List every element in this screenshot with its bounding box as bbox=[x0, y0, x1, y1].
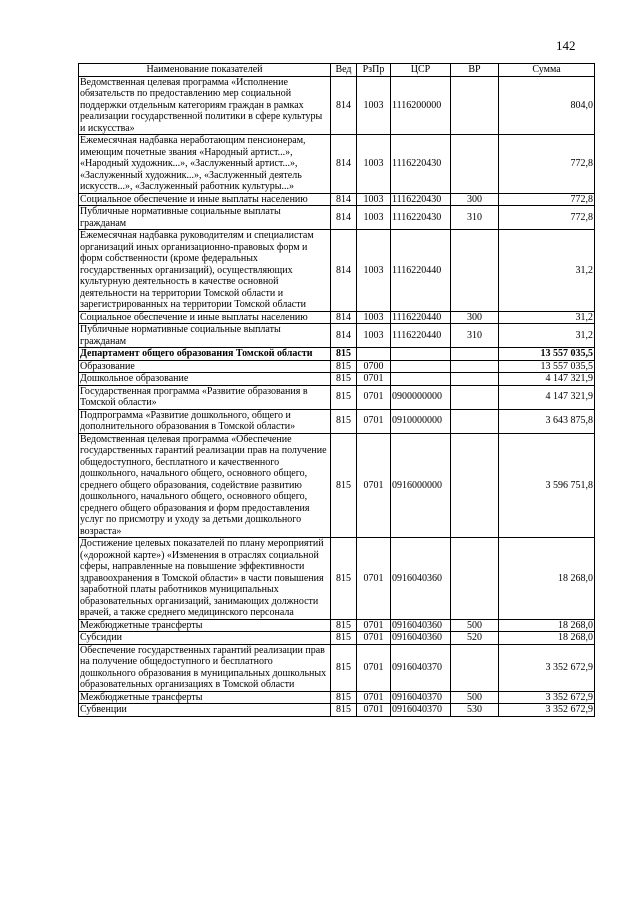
cell-csr: 1116220440 bbox=[391, 230, 451, 312]
cell-csr: 1116220430 bbox=[391, 135, 451, 194]
cell-ved: 815 bbox=[331, 691, 357, 704]
cell-rzpr: 0701 bbox=[357, 409, 391, 433]
cell-name: Субсидии bbox=[79, 632, 331, 645]
cell-name: Ведомственная целевая программа «Исполнение обязательств по предоставлению мер социальной поддержки отдельным категориям граждан в рамках реализации государственной политики в сфере культуры и искусства» bbox=[79, 76, 331, 135]
cell-ved: 815 bbox=[331, 373, 357, 386]
cell-name: Социальное обеспечение и иные выплаты населению bbox=[79, 311, 331, 324]
cell-rzpr: 0700 bbox=[357, 360, 391, 373]
header-rzpr: РзПр bbox=[357, 64, 391, 77]
cell-name: Ведомственная целевая программа «Обеспечение государственных гарантий реализации прав на получение общедоступного, бесплатного и качественного дошкольного, начального общего, основного общего, среднего общего образования, содействие развитию дошкольного, начального общего, основного общего, среднего общего образования и форм предоставления услуг по присмотру и уходу за детьми дошкольного возраста» bbox=[79, 433, 331, 538]
cell-vr bbox=[451, 409, 499, 433]
header-ved: Вед bbox=[331, 64, 357, 77]
table-row bbox=[79, 311, 595, 324]
cell-rzpr: 0701 bbox=[357, 632, 391, 645]
cell-sum: 4 147 321,9 bbox=[499, 373, 595, 386]
table-row bbox=[79, 360, 595, 373]
table-header-row bbox=[79, 64, 595, 77]
cell-csr bbox=[391, 348, 451, 361]
cell-vr bbox=[451, 135, 499, 194]
cell-ved: 815 bbox=[331, 538, 357, 620]
cell-sum: 31,2 bbox=[499, 324, 595, 348]
cell-vr: 500 bbox=[451, 691, 499, 704]
table-row bbox=[79, 644, 595, 691]
cell-ved: 814 bbox=[331, 324, 357, 348]
cell-rzpr: 0701 bbox=[357, 373, 391, 386]
cell-sum: 3 352 672,9 bbox=[499, 644, 595, 691]
cell-csr: 0916040360 bbox=[391, 538, 451, 620]
cell-vr bbox=[451, 230, 499, 312]
table-row bbox=[79, 409, 595, 433]
cell-vr bbox=[451, 644, 499, 691]
cell-ved: 815 bbox=[331, 644, 357, 691]
cell-csr bbox=[391, 373, 451, 386]
cell-sum: 772,8 bbox=[499, 193, 595, 206]
table-row bbox=[79, 619, 595, 632]
cell-vr bbox=[451, 373, 499, 386]
cell-name: Публичные нормативные социальные выплаты гражданам bbox=[79, 324, 331, 348]
cell-ved: 815 bbox=[331, 704, 357, 717]
table-row bbox=[79, 385, 595, 409]
table-body bbox=[79, 76, 595, 716]
cell-csr: 0916040370 bbox=[391, 691, 451, 704]
table-row bbox=[79, 206, 595, 230]
cell-sum: 3 352 672,9 bbox=[499, 691, 595, 704]
cell-rzpr: 0701 bbox=[357, 619, 391, 632]
cell-csr: 0900000000 bbox=[391, 385, 451, 409]
cell-sum: 804,0 bbox=[499, 76, 595, 135]
cell-vr: 300 bbox=[451, 193, 499, 206]
cell-sum: 13 557 035,5 bbox=[499, 348, 595, 361]
cell-rzpr: 0701 bbox=[357, 704, 391, 717]
table-row bbox=[79, 632, 595, 645]
cell-name: Межбюджетные трансферты bbox=[79, 619, 331, 632]
cell-csr bbox=[391, 360, 451, 373]
table-row bbox=[79, 373, 595, 386]
cell-ved: 814 bbox=[331, 76, 357, 135]
cell-name: Обеспечение государственных гарантий реализации прав на получение общедоступного и бесплатного дошкольного образования в муниципальных дошкольных образовательных организациях в Томской области bbox=[79, 644, 331, 691]
budget-table bbox=[78, 63, 595, 717]
header-sum: Сумма bbox=[499, 64, 595, 77]
cell-sum: 31,2 bbox=[499, 230, 595, 312]
cell-sum: 3 643 875,8 bbox=[499, 409, 595, 433]
cell-name: Межбюджетные трансферты bbox=[79, 691, 331, 704]
cell-name: Подпрограмма «Развитие дошкольного, общего и дополнительного образования в Томской области» bbox=[79, 409, 331, 433]
cell-sum: 772,8 bbox=[499, 206, 595, 230]
cell-ved: 815 bbox=[331, 632, 357, 645]
table-row bbox=[79, 324, 595, 348]
cell-rzpr: 1003 bbox=[357, 311, 391, 324]
cell-vr bbox=[451, 348, 499, 361]
cell-rzpr: 1003 bbox=[357, 193, 391, 206]
cell-ved: 815 bbox=[331, 409, 357, 433]
cell-csr: 0916040370 bbox=[391, 704, 451, 717]
cell-name: Дошкольное образование bbox=[79, 373, 331, 386]
header-vr: ВР bbox=[451, 64, 499, 77]
page-number: 142 bbox=[556, 38, 576, 53]
header-csr: ЦСР bbox=[391, 64, 451, 77]
cell-name: Государственная программа «Развитие образования в Томской области» bbox=[79, 385, 331, 409]
cell-csr: 0910000000 bbox=[391, 409, 451, 433]
cell-sum: 18 268,0 bbox=[499, 538, 595, 620]
cell-csr: 0916040370 bbox=[391, 644, 451, 691]
cell-rzpr: 1003 bbox=[357, 230, 391, 312]
table-row bbox=[79, 348, 595, 361]
cell-sum: 772,8 bbox=[499, 135, 595, 194]
cell-csr: 1116220440 bbox=[391, 311, 451, 324]
cell-name: Ежемесячная надбавка руководителям и специалистам организаций иных организационно-правовых форм и форм собственности (кроме федеральных государственных организаций), осуществляющих культурную деятельность в качестве основной деятельности на территории Томской области и зарегистрированных на территории Томской области bbox=[79, 230, 331, 312]
cell-ved: 814 bbox=[331, 206, 357, 230]
cell-name: Образование bbox=[79, 360, 331, 373]
cell-vr bbox=[451, 76, 499, 135]
cell-vr: 520 bbox=[451, 632, 499, 645]
cell-rzpr: 0701 bbox=[357, 691, 391, 704]
cell-vr bbox=[451, 360, 499, 373]
cell-rzpr bbox=[357, 348, 391, 361]
cell-csr: 1116200000 bbox=[391, 76, 451, 135]
header-name: Наименование показателей bbox=[79, 64, 331, 77]
cell-ved: 815 bbox=[331, 360, 357, 373]
cell-rzpr: 0701 bbox=[357, 433, 391, 538]
cell-ved: 814 bbox=[331, 135, 357, 194]
cell-vr bbox=[451, 433, 499, 538]
cell-sum: 3 352 672,9 bbox=[499, 704, 595, 717]
cell-rzpr: 0701 bbox=[357, 538, 391, 620]
cell-ved: 815 bbox=[331, 619, 357, 632]
cell-vr: 310 bbox=[451, 206, 499, 230]
cell-vr bbox=[451, 385, 499, 409]
cell-sum: 31,2 bbox=[499, 311, 595, 324]
cell-ved: 815 bbox=[331, 348, 357, 361]
cell-rzpr: 1003 bbox=[357, 76, 391, 135]
cell-name: Социальное обеспечение и иные выплаты населению bbox=[79, 193, 331, 206]
cell-rzpr: 0701 bbox=[357, 644, 391, 691]
cell-sum: 13 557 035,5 bbox=[499, 360, 595, 373]
cell-vr: 530 bbox=[451, 704, 499, 717]
cell-name: Субвенции bbox=[79, 704, 331, 717]
cell-sum: 3 596 751,8 bbox=[499, 433, 595, 538]
cell-csr: 0916040360 bbox=[391, 632, 451, 645]
cell-rzpr: 1003 bbox=[357, 324, 391, 348]
cell-csr: 1116220440 bbox=[391, 324, 451, 348]
cell-rzpr: 0701 bbox=[357, 385, 391, 409]
cell-rzpr: 1003 bbox=[357, 206, 391, 230]
cell-ved: 815 bbox=[331, 433, 357, 538]
cell-name: Департамент общего образования Томской области bbox=[79, 348, 331, 361]
cell-ved: 814 bbox=[331, 230, 357, 312]
table-row bbox=[79, 193, 595, 206]
cell-name: Достижение целевых показателей по плану мероприятий («дорожной карте») «Изменения в отраслях социальной сферы, направленные на повышение эффективности здравоохранения в Томской области» в части повышения заработной платы работников муниципальных образовательных организаций, занимающих должности врачей, а также среднего медицинского персонала bbox=[79, 538, 331, 620]
table-row bbox=[79, 433, 595, 538]
cell-vr: 500 bbox=[451, 619, 499, 632]
cell-ved: 815 bbox=[331, 385, 357, 409]
cell-sum: 18 268,0 bbox=[499, 632, 595, 645]
cell-csr: 0916000000 bbox=[391, 433, 451, 538]
cell-name: Ежемесячная надбавка неработающим пенсионерам, имеющим почетные звания «Народный артист...», «Народный художник...», «Заслуженный артист...», «Заслуженный художник...», «Заслуженный деятель искусств...», «Заслуженный работник культуры...» bbox=[79, 135, 331, 194]
cell-sum: 18 268,0 bbox=[499, 619, 595, 632]
table-row bbox=[79, 76, 595, 135]
table-row bbox=[79, 230, 595, 312]
cell-vr: 310 bbox=[451, 324, 499, 348]
cell-csr: 1116220430 bbox=[391, 193, 451, 206]
cell-vr bbox=[451, 538, 499, 620]
cell-csr: 0916040360 bbox=[391, 619, 451, 632]
cell-name: Публичные нормативные социальные выплаты гражданам bbox=[79, 206, 331, 230]
cell-sum: 4 147 321,9 bbox=[499, 385, 595, 409]
table-row bbox=[79, 538, 595, 620]
cell-rzpr: 1003 bbox=[357, 135, 391, 194]
table-row bbox=[79, 704, 595, 717]
table-row bbox=[79, 691, 595, 704]
cell-vr: 300 bbox=[451, 311, 499, 324]
table-row bbox=[79, 135, 595, 194]
cell-csr: 1116220430 bbox=[391, 206, 451, 230]
cell-ved: 814 bbox=[331, 193, 357, 206]
cell-ved: 814 bbox=[331, 311, 357, 324]
